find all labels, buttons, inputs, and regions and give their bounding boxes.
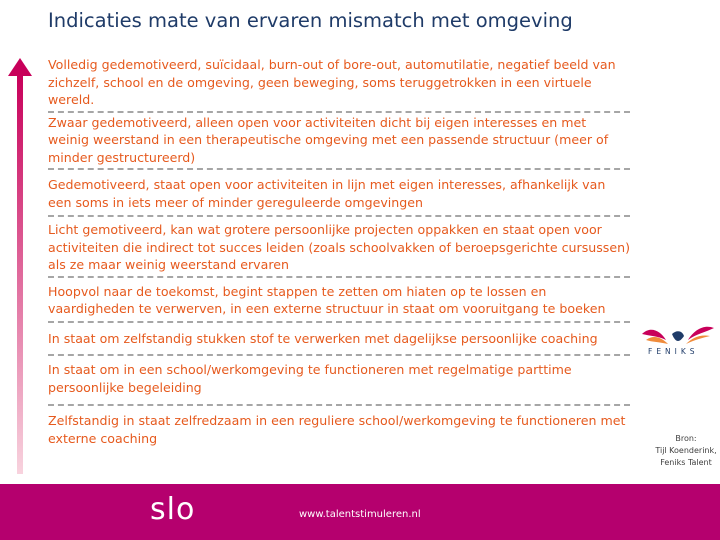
level-text: In staat om zelfstandig stukken stof te verwerken met dagelijkse persoonlijke coaching xyxy=(48,330,598,346)
footer-bar xyxy=(0,484,720,540)
source-line: Feniks Talent xyxy=(660,458,712,467)
mismatch-levels xyxy=(48,55,630,449)
level-item xyxy=(48,170,630,217)
level-item xyxy=(48,113,630,171)
level-item xyxy=(48,406,630,449)
logo-text: FENIKS xyxy=(648,347,699,356)
level-item xyxy=(48,217,630,278)
level-text: Zwaar gedemotiveerd, alleen open voor activiteiten dicht bij eigen interesses en met weinig weerstand in een therapeutische omgeving met een passende structuur (meer of minder gestructureerd) xyxy=(48,114,609,165)
level-item xyxy=(48,278,630,323)
feniks-logo-icon xyxy=(636,320,720,372)
level-text: Gedemotiveerd, staat open voor activiteiten in lijn met eigen interesses, afhankelijk van een soms in iets meer of minder gereguleerde omgevingen xyxy=(48,177,606,210)
level-text: Hoopvol naar de toekomst, begint stappen te zetten om hiaten op te lossen en vaardigheden te verwerven, in een externe structuur in staat om vooruitgang te boeken xyxy=(48,283,606,316)
level-item xyxy=(48,323,630,357)
level-item xyxy=(48,356,630,406)
source-line: Bron: xyxy=(675,434,697,443)
page-title: Indicaties mate van ervaren mismatch met omgeving xyxy=(48,9,573,32)
slo-logo: slo xyxy=(150,492,196,527)
source-note xyxy=(641,433,720,469)
level-text: Zelfstandig in staat zelfredzaam in een reguliere school/werkomgeving te functioneren met externe coaching xyxy=(48,413,626,446)
level-item xyxy=(48,55,630,113)
level-text: Volledig gedemotiveerd, suïcidaal, burn-out of bore-out, automutilatie, negatief beeld van zichzelf, school en de omgeving, geen beweging, soms teruggetrokken in een virtuele wereld. xyxy=(48,57,616,107)
footer-url[interactable]: www.talentstimuleren.nl xyxy=(299,509,421,520)
arrow-up-icon xyxy=(0,56,40,476)
level-text: In staat om in een school/werkomgeving te functioneren met regelmatige parttime persoonlijke begeleiding xyxy=(48,362,572,395)
source-line: Tijl Koenderink, xyxy=(655,446,717,455)
level-text: Licht gemotiveerd, kan wat grotere persoonlijke projecten oppakken en staat open voor activiteiten die indirect tot succes leiden (zoals schoolvakken of beroepsgerichte cursussen) als ze maar weinig weerstand ervaren xyxy=(48,222,631,272)
